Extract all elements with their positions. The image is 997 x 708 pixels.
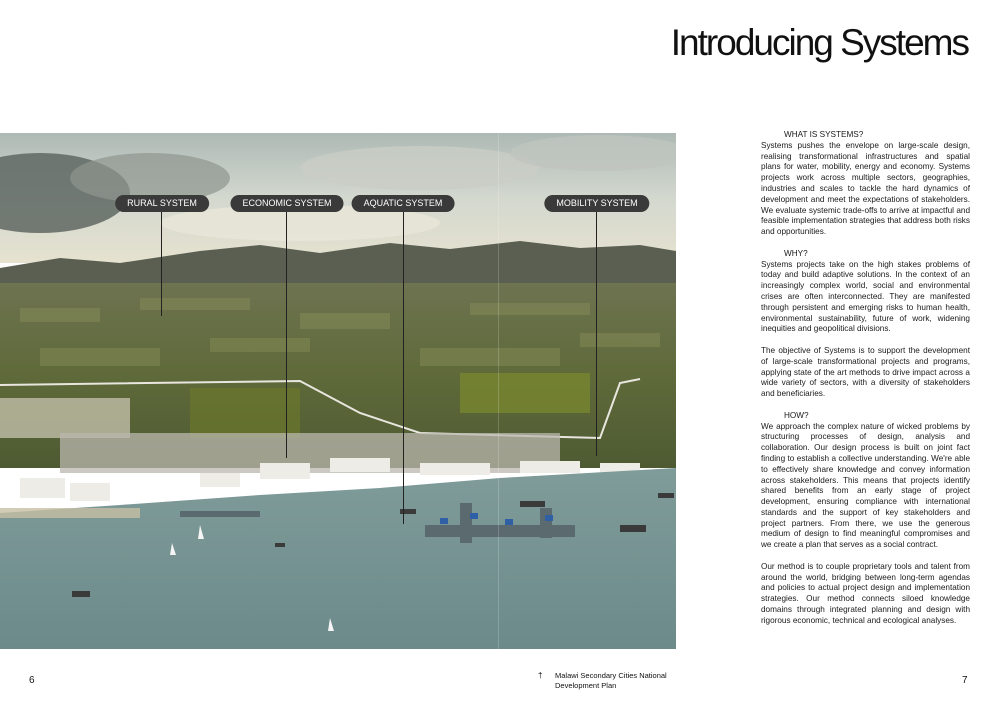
footer-document-title: Malawi Secondary Cities National Development Plan [555, 671, 667, 690]
section-heading-why: WHY? [784, 248, 808, 258]
leader-line-mobility [596, 212, 597, 456]
leader-line-rural [161, 212, 162, 316]
callout-economic-system: ECONOMIC SYSTEM [230, 195, 343, 212]
page-title: Introducing Systems [670, 22, 968, 63]
body-text-column [761, 130, 970, 637]
callout-mobility-system: MOBILITY SYSTEM [544, 195, 649, 212]
leader-line-economic [286, 212, 287, 458]
section-heading-what: WHAT IS SYSTEMS? [784, 130, 864, 139]
footer-mark: † [538, 671, 543, 680]
page-gutter [498, 133, 499, 649]
paragraph-why-2: The objective of Systems is to support the development of large-scale transformational projects and programs, applying state of the art methods to drive impact across a wide variety of sectors, with a diversity of stakeholders and beneficiaries. [761, 345, 970, 399]
paragraph-how-2: Our method is to couple proprietary tools and talent from around the world, bridging between long-term agendas and policies to actual project design and implementation strategies. Our method connects siloed knowledge domains through integrated planning and design with rigorous economic, technical and ecological analyses. [761, 561, 970, 625]
paragraph-what: Systems pushes the envelope on large-scale design, realising transformational infrastructures and spatial plans for water, mobility, energy and economy. Systems projects work across multiple sectors, geographies, industries and scales to tackle the hard dynamics of development and meet the expectations of stakeholders. We evaluate systemic trade-offs to arrive at impactful and feasible implementation strategies that address both risks and opportunities. [761, 140, 970, 237]
section-heading-how: HOW? [784, 410, 809, 420]
paragraph-how-1: We approach the complex nature of wicked problems by structuring processes of design, analysis and collaboration. Our design process is built on joint fact finding to establish a collective understanding. We're able to effectively share knowledge and convey information across stakeholders. This means that projects identify shared benefits from an early stage of project development, ensuring compliance with international standards and the support of key stakeholders and project partners. From there, we use the generous medium of design to find meaningful compromises and we create a plan that serves as a social contract. [761, 421, 970, 550]
page-number-right: 7 [962, 675, 968, 686]
callout-aquatic-system: AQUATIC SYSTEM [352, 195, 455, 212]
callout-rural-system: RURAL SYSTEM [115, 195, 209, 212]
page-number-left: 6 [29, 675, 35, 686]
paragraph-why-1: Systems projects take on the high stakes problems of today and build adaptive solutions. In the context of an increasingly complex world, social and environmental crises are often interconnected. They are manifested through persistent and emerging risks to human health, environmental sustainability, future of work, widening inequities and geopolitical divisions. [761, 259, 970, 334]
leader-line-aquatic [403, 212, 404, 524]
